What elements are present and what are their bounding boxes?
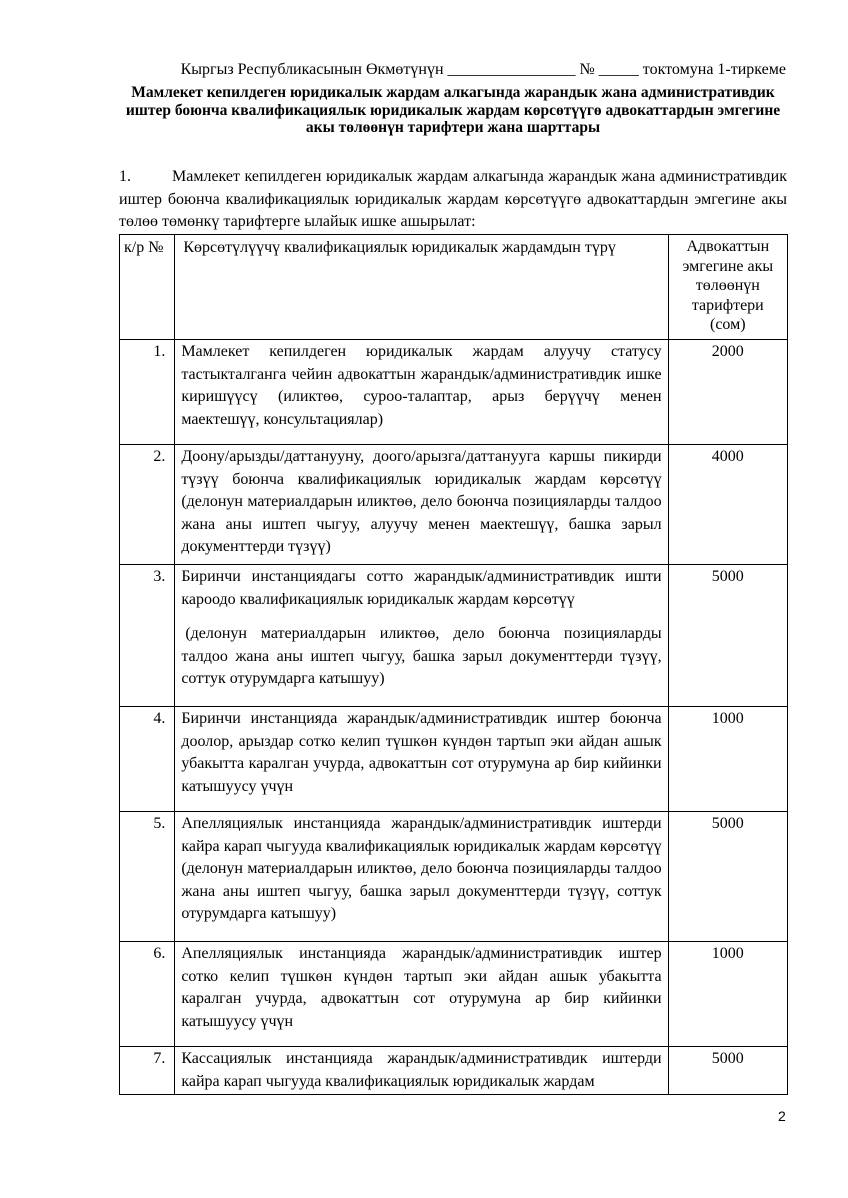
tariff-table (119, 234, 788, 1095)
intro-paragraph (119, 166, 787, 234)
row-number: 7. (120, 1047, 175, 1095)
row-description (175, 812, 668, 942)
row-number: 2. (120, 445, 175, 565)
row-text: Мамлекет кепилдеген юридикалык жардам алуучу статусу тастыкталганга чейин адвокаттын жарандык/административдик ишке киришүүсү (иликтөө, суроо-талаптар, арыз берүүчү менен маектешүү, консультациялар) (181, 343, 662, 428)
header-service-type: Көрсөтүлүүчү квалификациялык юридикалык жардамдын түрү (175, 235, 668, 340)
row-rate: 1000 (668, 707, 787, 812)
header-number: к/р № (120, 235, 175, 340)
intro-number: 1. (119, 168, 131, 185)
row-text: Апелляциялык инстанцияда жарандык/административдик иштерди кайра карап чыгууда квалификациялык юридикалык жардам көрсөтүү (делонун материалдарын иликтөө, дело боюнча позицияларды талдоо жана аны иштеп чыгуу, башка зарыл документтерди түзүү, соттук отурумдарга катышуу) (181, 815, 662, 922)
row-number: 6. (120, 942, 175, 1047)
row-text: Биринчи инстанцияда жарандык/административдик иштер боюнча доолор, арыздар сотко келип түшкөн күндөн тартып эки айдан ашык убакытта каралган учурда, адвокаттын сот отурумуна ар бир кийинки катышуусу үчүн (181, 710, 662, 795)
title-line-1: Мамлекет кепилдеген юридикалык жардам алкагында жарандык жана административдик (131, 84, 775, 101)
table-row (120, 942, 788, 1047)
table-row (120, 1047, 788, 1095)
table-header-row (120, 235, 788, 340)
row-rate: 1000 (668, 942, 787, 1047)
row-rate: 4000 (668, 445, 787, 565)
row-number: 5. (120, 812, 175, 942)
row-rate: 5000 (668, 1047, 787, 1095)
row-description (175, 340, 668, 445)
table-row (120, 707, 788, 812)
row-number: 4. (120, 707, 175, 812)
row-text: Биринчи инстанциядагы сотто жарандык/административдик ишти кароодо квалификациялык юридикалык жардам көрсөтүү (181, 568, 662, 608)
header-rate: Адвокаттын эмгегине акы төлөөнүн тарифтери (сом) (668, 235, 787, 340)
row-note: (делонун материалдарын иликтөө, дело боюнча позицияларды талдоо жана аны иштеп чыгуу, башка зарыл документтерди түзүү, соттук отурумдарга катышуу) (181, 625, 662, 687)
table-row (120, 565, 788, 707)
row-number: 3. (120, 565, 175, 707)
row-text: Доону/арызды/даттанууну, доого/арызга/даттанууга каршы пикирди түзүү боюнча квалификациялык юридикалык жардам көрсөтүү (делонун материалдарын иликтөө, дело боюнча позицияларды талдоо жана аны иштеп чыгуу, алуучу менен маектешүү, башка зарыл документтерди түзүү) (181, 448, 662, 555)
title-line-2: иштер боюнча квалификациялык юридикалык жардам көрсөтүүгө адвокаттардын эмгегине (125, 101, 781, 119)
row-description (175, 445, 668, 565)
row-rate: 5000 (668, 565, 787, 707)
row-rate: 5000 (668, 812, 787, 942)
row-description (175, 942, 668, 1047)
page-number: 2 (778, 1108, 786, 1124)
intro-text: Мамлекет кепилдеген юридикалык жардам алкагында жарандык жана административдик иштер боюнча квалификациялык юридикалык жардам көрсөтүүгө адвокаттардын эмгегине акы төлөө төмөнкү тарифтерге ылайык ишке ашырылат: (119, 168, 787, 230)
table-row (120, 812, 788, 942)
row-rate: 2000 (668, 340, 787, 445)
row-text: Апелляциялык инстанцияда жарандык/административдик иштер сотко келип түшкөн күндөн тартып эки айдан ашык убакытта каралган учурда, адвокаттын сот отурумуна ар бир кийинки катышуусу үчүн (181, 945, 662, 1030)
table-row (120, 340, 788, 445)
row-description (175, 707, 668, 812)
row-description (175, 1047, 668, 1095)
row-number: 1. (120, 340, 175, 445)
row-text: Кассациялык инстанцияда жарандык/административдик иштерди кайра карап чыгууда квалификациялык юридикалык жардам (181, 1050, 662, 1090)
row-description (175, 565, 668, 707)
document-title (118, 84, 788, 137)
title-line-3: акы төлөөнүн тарифтери жана шарттары (305, 119, 601, 136)
document-header: Кыргыз Республикасынын Өкмөтүнүн ________________ № _____ токтомуна 1-тиркеме (180, 61, 786, 78)
table-row (120, 445, 788, 565)
